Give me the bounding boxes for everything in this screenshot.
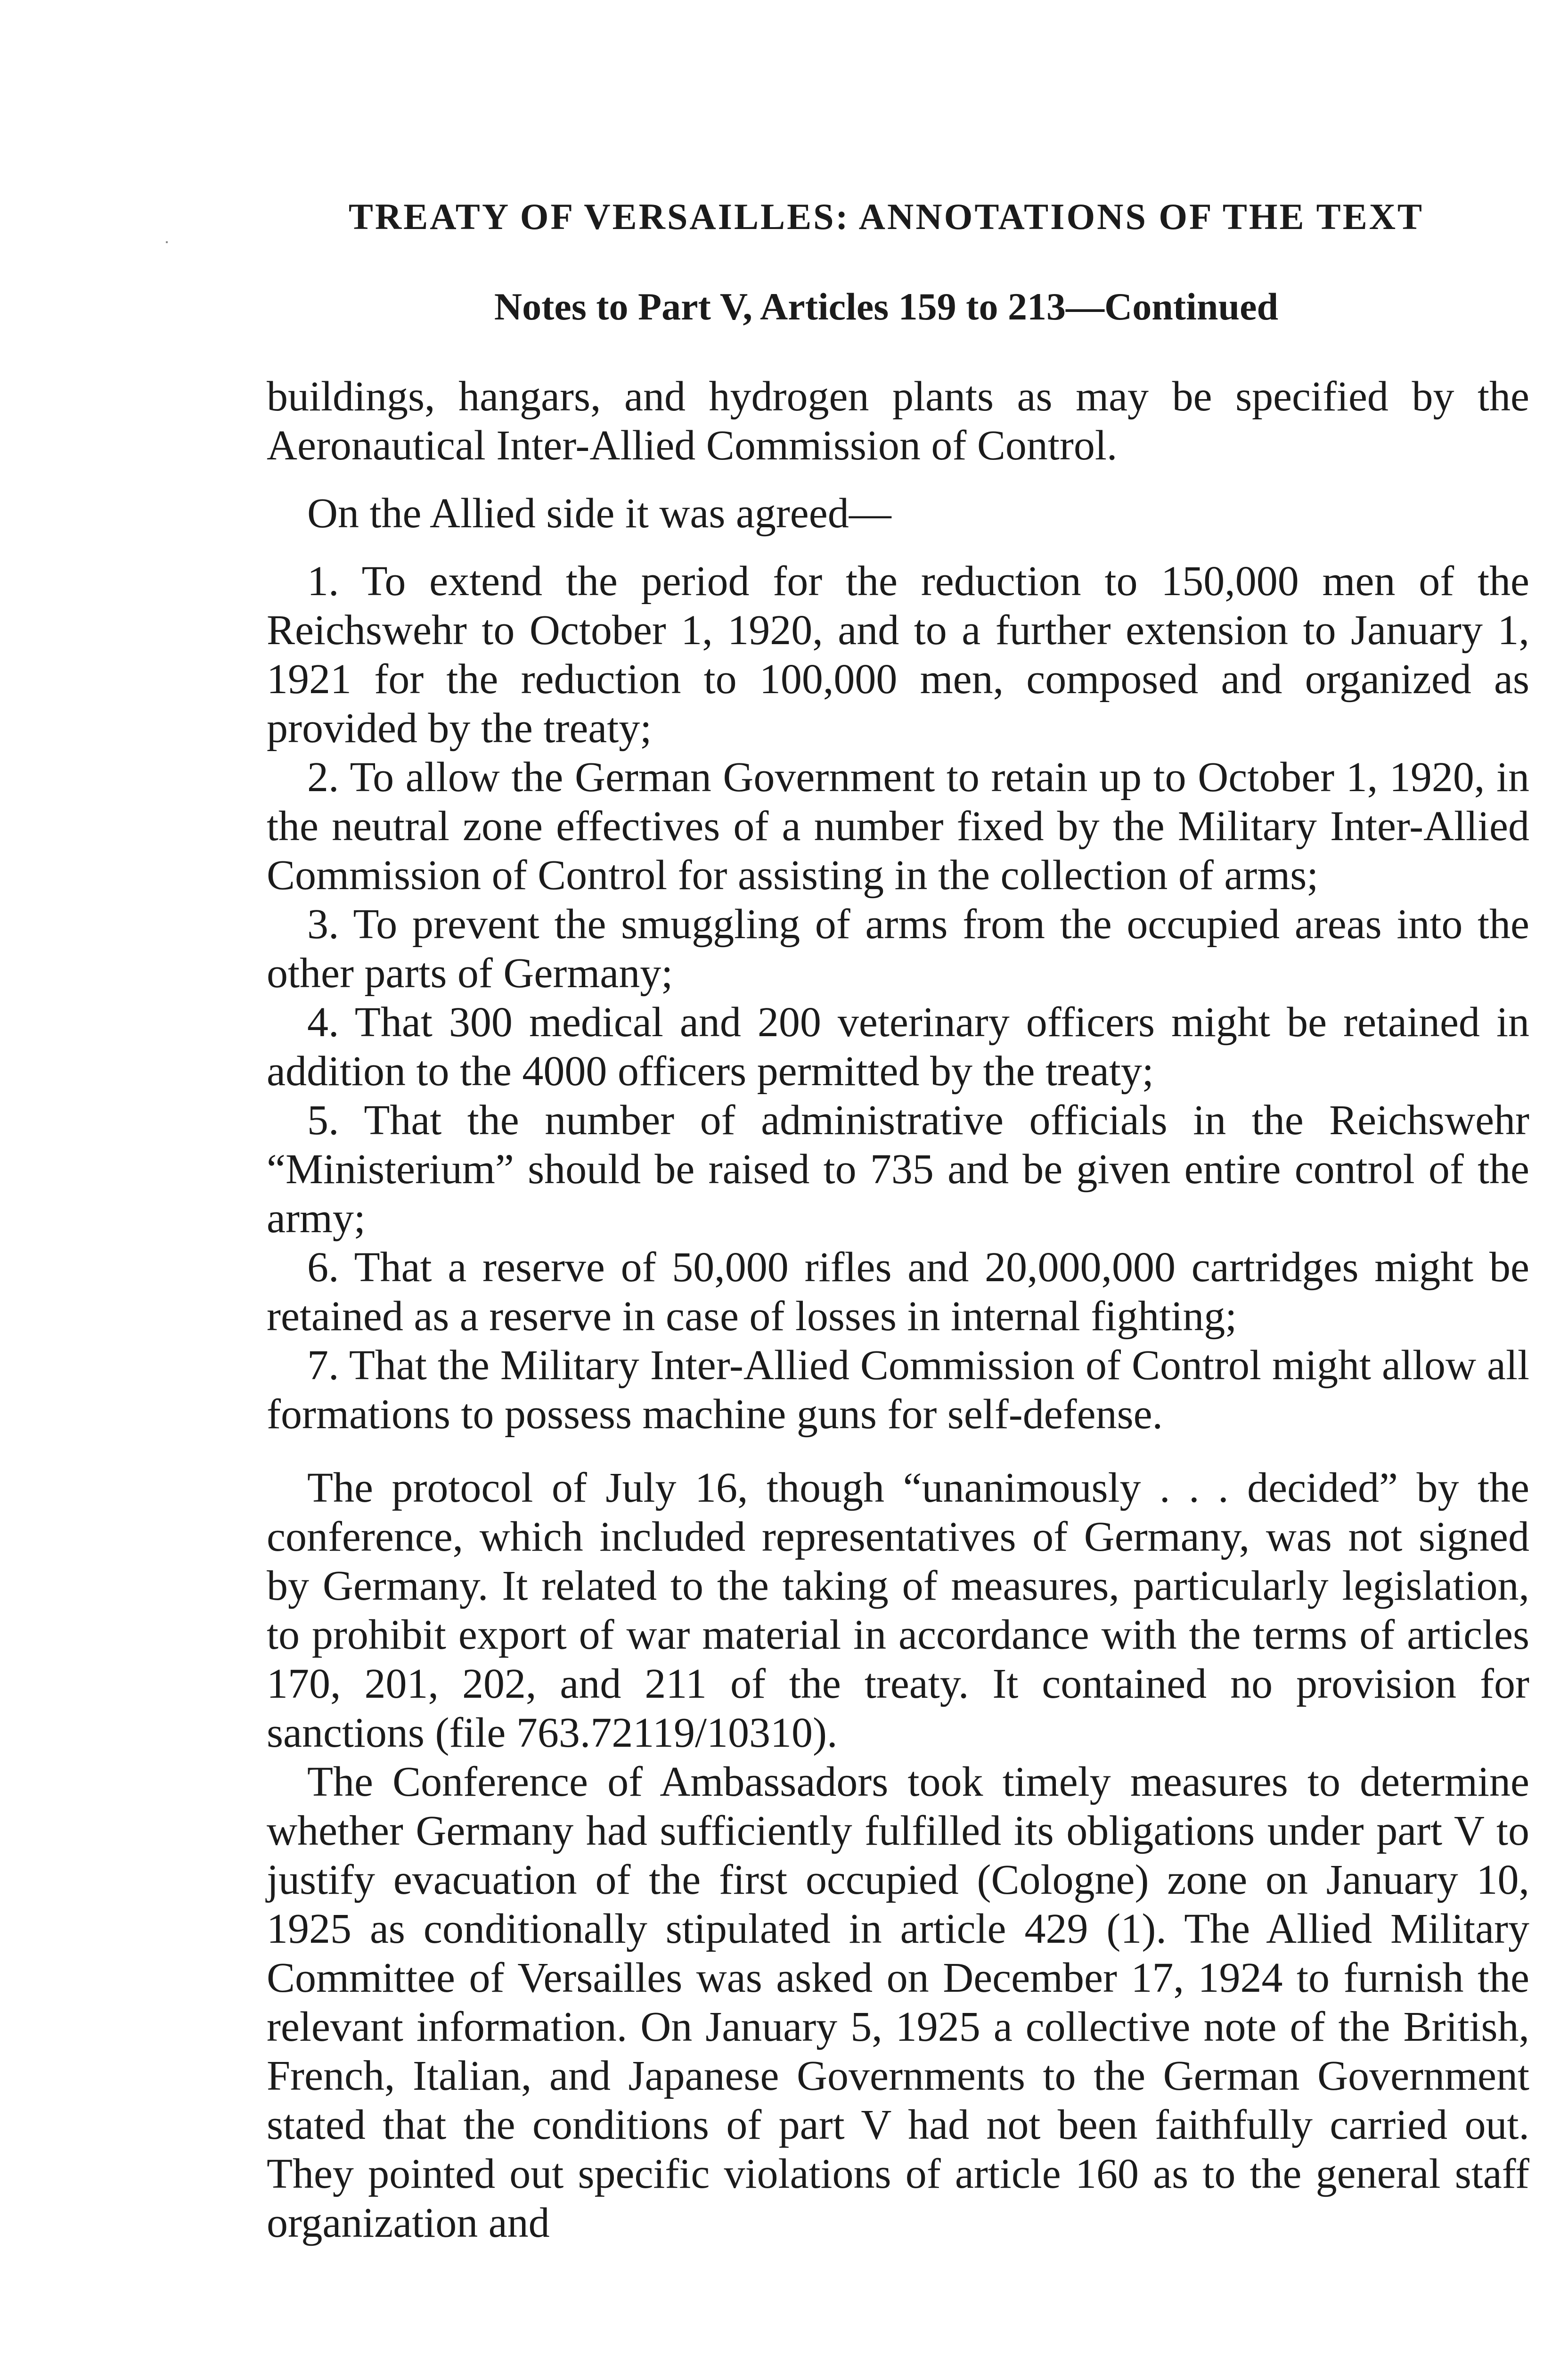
- scan-speck: [166, 241, 168, 243]
- body-text: [267, 372, 1529, 2248]
- body-paragraph: The Conference of Ambassadors took timely measures to determine whether Germany had sufficiently fulfilled its obligations under part V to justify evacuation of the first occupied (Cologne) zone on January 10, 1925 as conditionally stipulated in article 429 (1). The Allied Military Committee of Versailles was asked on December 17, 1924 to furnish the relevant information. On January 5, 1925 a collective note of the British, French, Italian, and Japanese Governments to the German Government stated that the conditions of part V had not been faithfully carried out. They pointed out specific violations of article 160 as to the general staff organization and: [267, 1759, 1529, 2246]
- list-item: 4. That 300 medical and 200 veterinary officers might be retained in addition to the 4000 officers permitted by the treaty;: [267, 999, 1529, 1095]
- list-item: 2. To allow the German Government to retain up to October 1, 1920, in the neutral zone effectives of a number fixed by the Military Inter-Allied Commission of Control for assisting in the collection of arms;: [267, 754, 1529, 899]
- section-title: Notes to Part V, Articles 159 to 213—Continued: [494, 285, 1279, 328]
- list-item: 3. To prevent the smuggling of arms from the occupied areas into the other parts of Germany;: [267, 901, 1529, 997]
- list-item: 7. That the Military Inter-Allied Commission of Control might allow all formations to possess machine guns for self-defense.: [267, 1342, 1529, 1438]
- list-item: 1. To extend the period for the reduction to 150,000 men of the Reichswehr to October 1, 1920, and to a further extension to January 1, 1921 for the reduction to 100,000 men, composed and organized as provided by the treaty;: [267, 558, 1529, 752]
- list-item: 5. That the number of administrative officials in the Reichswehr “Ministerium” should be raised to 735 and be given entire control of the army;: [267, 1097, 1529, 1242]
- running-title: TREATY OF VERSAILLES: ANNOTATIONS OF THE TEXT: [348, 196, 1424, 237]
- continuation-paragraph: buildings, hangars, and hydrogen plants as may be specified by the Aeronautical Inter-Allied Commission of Control.: [267, 373, 1529, 469]
- list-item: 6. That a reserve of 50,000 rifles and 20,000,000 cartridges might be retained as a reserve in case of losses in internal fighting;: [267, 1244, 1529, 1340]
- intro-paragraph: On the Allied side it was agreed—: [307, 490, 891, 537]
- body-paragraph: The protocol of July 16, though “unanimously . . . decided” by the conference, which included representatives of Germany, was not signed by Germany. It related to the taking of measures, particularly legislation, to prohibit export of war material in accordance with the terms of articles 170, 201, 202, and 211 of the treaty. It contained no provision for sanctions (file 763.72119/10310).: [267, 1464, 1529, 1756]
